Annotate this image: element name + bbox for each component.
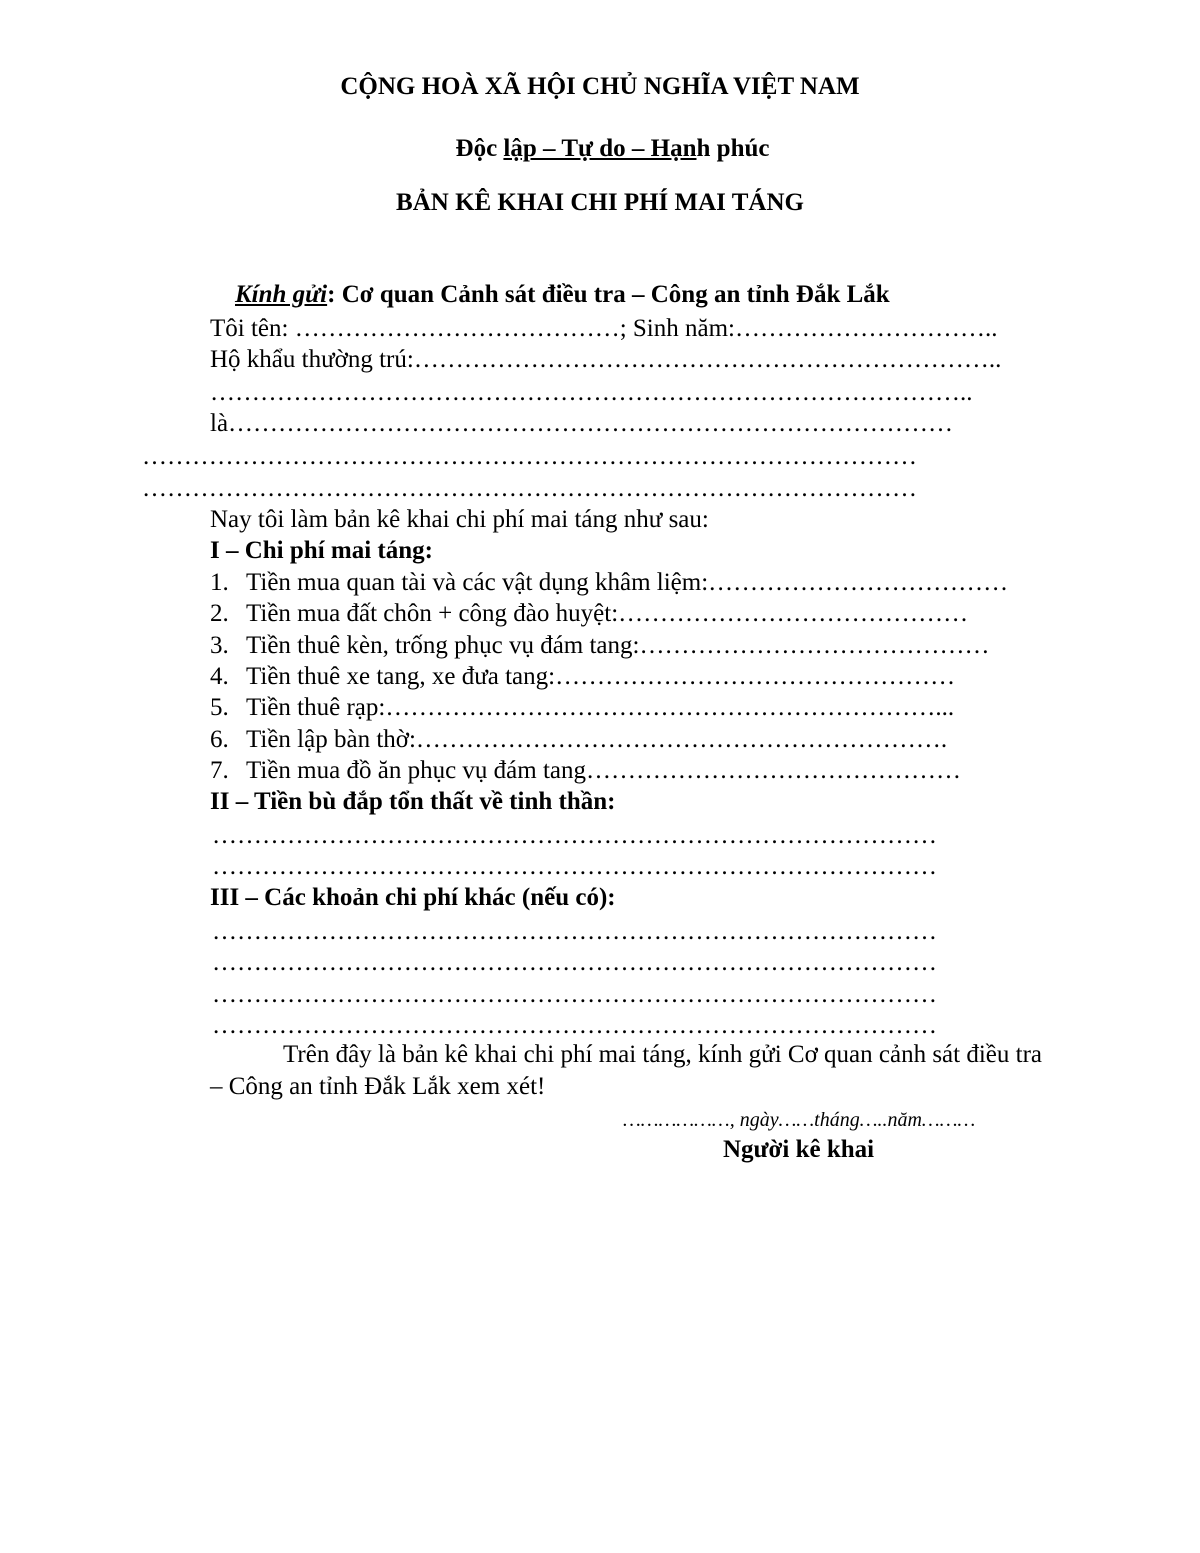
motto-underlined: lập – Tự do – Hạn [503,135,697,162]
item-text: Tiền mua đất chôn + công đào huyệt:…………………………………… [246,600,969,627]
closing-line-1: Trên đây là bản kê khai chi phí mai táng, kính gửi Cơ quan cảnh sát điều tra [283,1041,1043,1068]
recipient-label: Kính gửi [235,281,328,308]
name-line: Tôi tên: …………………………………; Sinh năm:………………………….. [210,315,998,342]
list-item [210,693,955,723]
signer-label: Người kê khai [723,1136,875,1163]
list-item [210,662,956,692]
recipient-colon: : [327,281,342,308]
closing-line-2: – Công an tỉnh Đắk Lắk xem xét! [210,1073,546,1100]
item-text: Tiền thuê rạp:…………………………………………………………... [246,694,955,721]
list-item [210,568,1009,598]
intro-text: Nay tôi làm bản kê khai chi phí mai táng như sau: [210,506,709,533]
item-number: 5. [210,694,229,721]
item-number: 3. [210,632,229,659]
list-item [210,631,990,661]
motto-pre: Độc [455,135,504,162]
address-continuation: ……………………………………………………………………………….. [210,379,973,406]
address-line: Hộ khẩu thường trú:…………………………………………………………….. [210,346,1002,373]
blank-line: …………………………………………………………………………… [212,822,937,849]
national-motto [0,104,1200,194]
item-text: Tiền mua quan tài và các vật dụng khâm liệm:……………………………… [246,569,1009,596]
item-text: Tiền thuê xe tang, xe đưa tang:………………………………………… [246,663,956,690]
section2-heading: II – Tiền bù đắp tổn thất về tinh thần: [210,788,616,815]
item-text: Tiền thuê kèn, trống phục vụ đám tang:…………………………………… [246,632,990,659]
section3-heading: III – Các khoản chi phí khác (nếu có): [210,884,616,911]
item-number: 2. [210,600,229,627]
list-item [210,725,948,755]
list-item [210,599,969,629]
item-text: Tiền lập bàn thờ:………………………………………………………. [246,726,948,753]
blank-line: …………………………………………………………………………… [212,949,937,976]
motto-post: h phúc [696,135,770,162]
list-item [210,756,962,786]
blank-line: …………………………………………………………………………… [212,1012,937,1039]
extra-line-1: ………………………………………………………………………………… [142,443,917,470]
item-number: 7. [210,757,229,784]
recipient-value: Cơ quan Cảnh sát điều tra – Công an tỉnh Đắk Lắk [341,281,890,308]
extra-line-2: ………………………………………………………………………………… [142,475,917,502]
country-header: CỘNG HOÀ XÃ HỘI CHỦ NGHĨA VIỆT NAM [340,73,860,100]
document-title: BẢN KÊ KHAI CHI PHÍ MAI TÁNG [396,189,804,216]
date-line: ………………, ngày……tháng…..năm……… [623,1109,976,1131]
blank-line: …………………………………………………………………………… [212,853,937,880]
blank-line: …………………………………………………………………………… [212,981,937,1008]
section1-heading: I – Chi phí mai táng: [210,537,433,564]
item-text: Tiền mua đồ ăn phục vụ đám tang……………………………………… [246,757,962,784]
item-number: 6. [210,726,229,753]
item-number: 4. [210,663,229,690]
blank-line: …………………………………………………………………………… [212,918,937,945]
item-number: 1. [210,569,229,596]
relation-line: là…………………………………………………………………………… [210,410,954,437]
